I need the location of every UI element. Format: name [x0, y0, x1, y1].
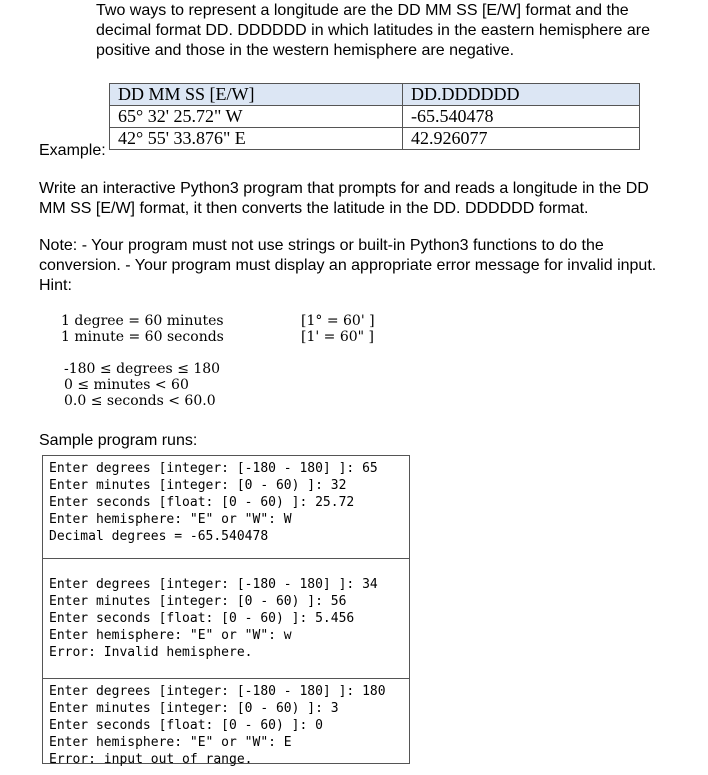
note-line: conversion. - Your program must display an appropriate error message for invalid input. — [39, 257, 657, 274]
intro-line: positive and those in the western hemisphere are negative. — [96, 42, 515, 59]
hint-symbols — [301, 313, 375, 345]
sample-run-box — [42, 558, 410, 679]
hint-line: 1 degree = 60 minutes — [61, 313, 224, 329]
intro-paragraph — [96, 1, 686, 61]
run-line: Error: input out of range. — [49, 752, 253, 767]
run-line: Enter seconds [float: [0 - 60) ]: 5.456 — [49, 611, 355, 626]
hint-symbol-line: [1' = 60" ] — [301, 329, 375, 345]
hint-conversions — [61, 313, 224, 345]
run-line: Enter hemisphere: "E" or "W": E — [49, 735, 292, 750]
table-cell: 42.926077 — [403, 128, 640, 150]
run-line: Enter seconds [float: [0 - 60) ]: 0 — [49, 718, 323, 733]
table-header-cell: DD.DDDDDD — [403, 84, 640, 106]
run-line: Decimal degrees = -65.540478 — [49, 529, 269, 544]
sample-run-box — [42, 455, 410, 559]
range-line: 0.0 ≤ seconds < 60.0 — [64, 393, 216, 409]
run-line: Enter minutes [integer: [0 - 60) ]: 56 — [49, 594, 347, 609]
example-table — [109, 83, 640, 150]
table-cell: 65° 32' 25.72" W — [110, 106, 403, 128]
run-line: Enter degrees [integer: [-180 - 180] ]: 65 — [49, 461, 378, 476]
intro-line: decimal format DD. DDDDDD in which latitudes in the eastern hemisphere are — [96, 22, 650, 39]
run-line: Enter minutes [integer: [0 - 60) ]: 32 — [49, 478, 347, 493]
run-line: Enter minutes [integer: [0 - 60) ]: 3 — [49, 701, 339, 716]
task-paragraph — [39, 179, 679, 219]
sample-run-box — [42, 678, 410, 767]
table-cell: 42° 55' 33.876" E — [110, 128, 403, 150]
note-paragraph — [39, 236, 689, 296]
value-ranges — [64, 361, 220, 409]
sample-runs-label: Sample program runs: — [39, 432, 198, 449]
note-line: Note: - Your program must not use strings or built-in Python3 functions to do the — [39, 237, 604, 254]
run-line: Error: Invalid hemisphere. — [49, 645, 253, 660]
table-header-row — [110, 84, 640, 106]
hint-line: 1 minute = 60 seconds — [61, 329, 224, 345]
range-line: 0 ≤ minutes < 60 — [64, 377, 189, 393]
run-line: Enter hemisphere: "E" or "W": W — [49, 512, 292, 527]
task-line: Write an interactive Python3 program that prompts for and reads a longitude in the DD — [39, 180, 649, 197]
table-row — [110, 106, 640, 128]
hint-label: Hint: — [39, 277, 72, 294]
run-line: Enter hemisphere: "E" or "W": w — [49, 628, 292, 643]
example-label: Example: — [39, 142, 106, 159]
table-header-cell: DD MM SS [E/W] — [110, 84, 403, 106]
table-cell: -65.540478 — [403, 106, 640, 128]
run-line: Enter degrees [integer: [-180 - 180] ]: 180 — [49, 684, 386, 699]
run-line: Enter seconds [float: [0 - 60) ]: 25.72 — [49, 495, 355, 510]
run-line: Enter degrees [integer: [-180 - 180] ]: 34 — [49, 577, 378, 592]
intro-line: Two ways to represent a longitude are the DD MM SS [E/W] format and the — [96, 2, 629, 19]
range-line: -180 ≤ degrees ≤ 180 — [64, 361, 221, 377]
table-row — [110, 128, 640, 150]
hint-symbol-line: [1° = 60' ] — [301, 313, 375, 329]
task-line: MM SS [E/W] format, it then converts the latitude in the DD. DDDDDD format. — [39, 200, 589, 217]
